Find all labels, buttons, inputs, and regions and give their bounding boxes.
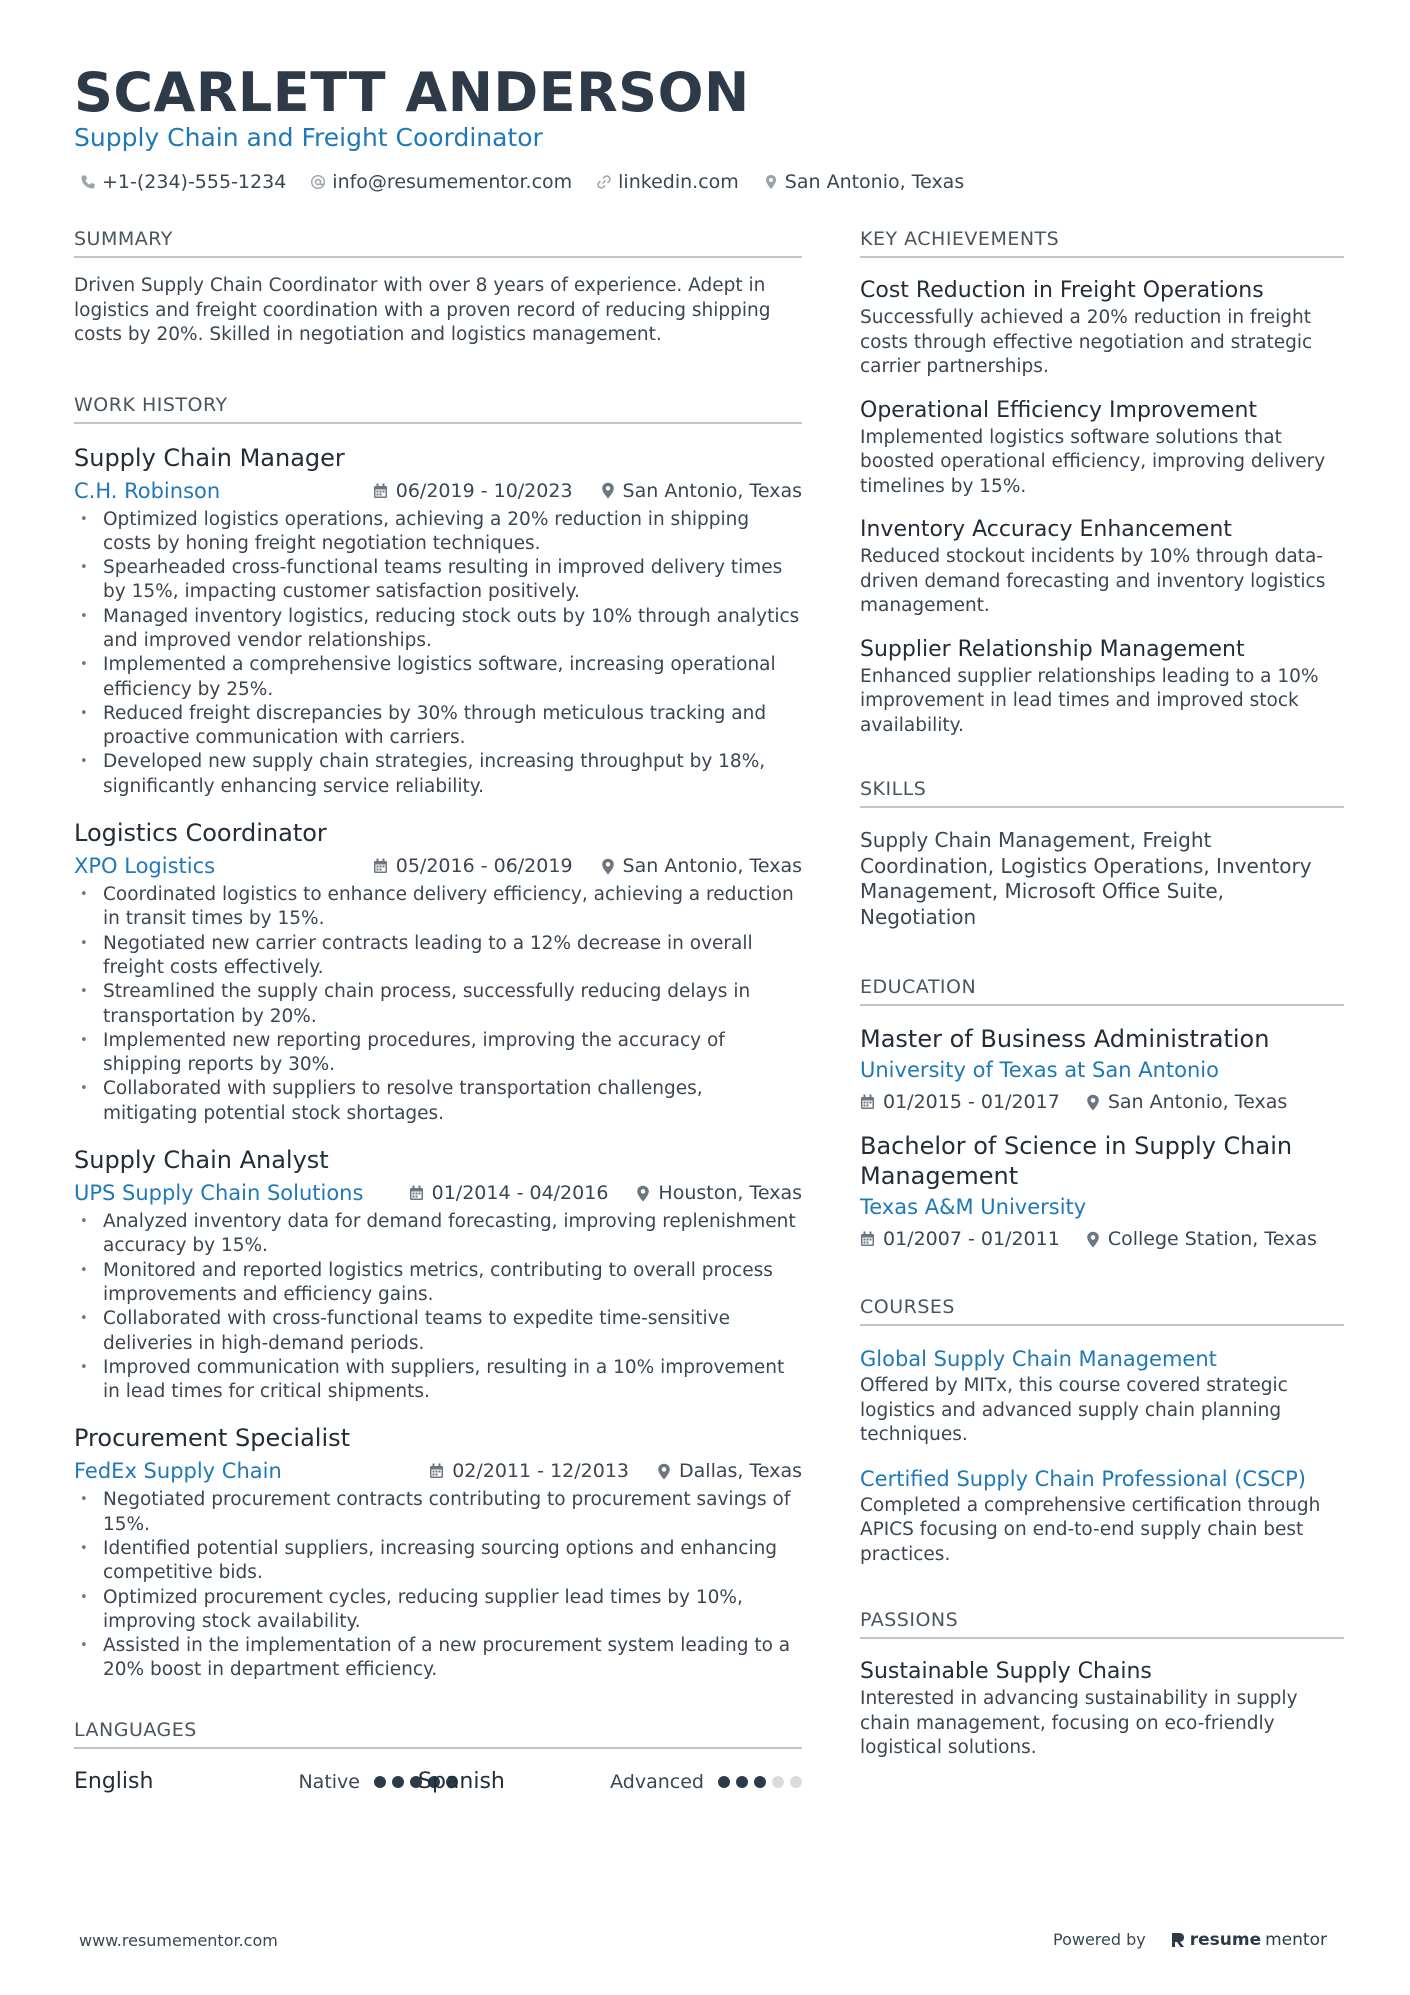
job-bullet: • Optimized procurement cycles, reducing supplier lead times by 10%, improving stock availability.	[74, 1586, 802, 1635]
job-bullet: • Negotiated procurement contracts contributing to procurement savings of 15%.	[74, 1488, 802, 1537]
job-entry	[74, 817, 802, 1126]
calendar-icon	[373, 858, 388, 874]
job-location-text: San Antonio, Texas	[622, 855, 802, 878]
company-name: FedEx Supply Chain	[74, 1459, 282, 1484]
section-heading: PASSIONS	[860, 1607, 1344, 1639]
job-bullet: • Negotiated new carrier contracts leading to a 12% decrease in overall freight costs effectively.	[74, 932, 802, 981]
job-bullet: • Improved communication with suppliers, resulting in a 10% improvement in lead times for critical shipments.	[74, 1356, 802, 1405]
job-dates-text: 06/2019 - 10/2023	[395, 479, 573, 502]
education-dates	[860, 1224, 1060, 1254]
candidate-title: Supply Chain and Freight Coordinator	[74, 123, 543, 152]
job-location	[657, 1456, 802, 1486]
achievement-entry	[860, 396, 1344, 500]
job-title: Procurement Specialist	[74, 1424, 351, 1453]
brand-logo[interactable]	[1170, 1928, 1327, 1952]
job-entry	[74, 1144, 802, 1404]
job-location	[636, 1178, 802, 1208]
section-heading: SUMMARY	[74, 226, 802, 258]
job-bullet: • Monitored and reported logistics metrics, contributing to overall process improvements and efficiency gains.	[74, 1259, 802, 1308]
achievement-title: Operational Efficiency Improvement	[860, 397, 1258, 423]
education-location-text: San Antonio, Texas	[1107, 1091, 1288, 1113]
job-dates	[409, 1178, 609, 1208]
calendar-icon	[409, 1185, 424, 1201]
achievements-list	[860, 276, 1344, 738]
achievement-text: Reduced stockout incidents by 10% through data-driven demand forecasting and inventory logistics management.	[860, 546, 1326, 616]
section-heading: LANGUAGES	[74, 1717, 802, 1749]
section-heading: EDUCATION	[860, 974, 1344, 1006]
company-name: UPS Supply Chain Solutions	[74, 1181, 364, 1206]
map-pin-icon	[763, 174, 779, 190]
job-meta	[74, 1456, 802, 1486]
job-meta	[74, 851, 802, 881]
job-title: Supply Chain Analyst	[74, 1146, 329, 1175]
job-meta	[74, 476, 802, 506]
job-bullet: • Assisted in the implementation of a new procurement system leading to a 20% boost in department efficiency.	[74, 1634, 802, 1683]
job-bullet: • Optimized logistics operations, achieving a 20% reduction in shipping costs by honing freight negotiation techniques.	[74, 508, 802, 557]
course-text: Completed a comprehensive certification through APICS focusing on end-to-end supply chain best practices.	[860, 1494, 1321, 1565]
job-bullets	[74, 508, 802, 800]
contact-linkedin[interactable]	[596, 168, 739, 196]
job-bullet: • Reduced freight discrepancies by 30% through meticulous tracking and proactive communication with carriers.	[74, 702, 802, 751]
job-bullet: • Collaborated with suppliers to resolve transportation challenges, mitigating potential stock shortages.	[74, 1077, 802, 1126]
map-pin-icon	[657, 1463, 671, 1480]
location-text: San Antonio, Texas	[784, 171, 965, 193]
passion-title: Sustainable Supply Chains	[860, 1659, 1152, 1684]
education-entry	[860, 1024, 1344, 1117]
section-heading: SKILLS	[860, 776, 1344, 808]
rating-dot	[374, 1776, 386, 1788]
powered-by-label: Powered by	[1053, 1930, 1146, 1949]
calendar-icon	[860, 1231, 875, 1247]
job-location-text: Houston, Texas	[658, 1182, 802, 1205]
course-title: Certified Supply Chain Professional (CSCP)	[860, 1466, 1306, 1491]
job-meta-right	[409, 1178, 802, 1208]
job-bullet: • Collaborated with cross-functional teams to expedite time-sensitive deliveries in high-demand periods.	[74, 1307, 802, 1356]
job-meta	[74, 1178, 802, 1208]
calendar-icon	[429, 1463, 444, 1479]
language-name: English	[74, 1768, 154, 1794]
language-level: Advanced	[610, 1770, 704, 1793]
achievement-title: Inventory Accuracy Enhancement	[860, 517, 1232, 542]
job-dates	[429, 1456, 629, 1486]
job-location	[601, 476, 802, 506]
skills-text: Supply Chain Management, Freight Coordination, Logistics Operations, Inventory Management, Microsoft Office Suite, Negotiation	[860, 828, 1312, 929]
language-entry	[418, 1767, 802, 1797]
languages-list	[74, 1767, 802, 1797]
map-pin-icon	[636, 1185, 650, 1202]
contact-bar	[80, 168, 964, 196]
job-location-text: San Antonio, Texas	[622, 479, 802, 502]
left-column	[74, 226, 802, 1797]
jobs-list	[74, 442, 802, 1683]
rating-dot	[718, 1776, 730, 1788]
company-name: XPO Logistics	[74, 854, 216, 879]
job-bullet: • Implemented new reporting procedures, improving the accuracy of shipping reports by 30%.	[74, 1029, 802, 1078]
company-name: C.H. Robinson	[74, 478, 221, 503]
job-meta-right	[429, 1456, 802, 1486]
education-entry	[860, 1131, 1344, 1254]
education-location	[1086, 1224, 1317, 1254]
education-dates	[860, 1087, 1060, 1117]
job-dates	[373, 851, 573, 881]
course-text: Offered by MITx, this course covered strategic logistics and advanced supply chain planning techniques.	[860, 1375, 1288, 1445]
rating-dot	[736, 1776, 748, 1788]
degree-title: Bachelor of Science in Supply Chain Management	[860, 1132, 1293, 1190]
contact-location	[763, 168, 964, 196]
phone-text: +1-(234)-555-1234	[102, 171, 287, 193]
section-heading: COURSES	[860, 1294, 1344, 1326]
courses-section	[860, 1294, 1344, 1567]
job-bullet: • Implemented a comprehensive logistics software, increasing operational efficiency by 25%.	[74, 653, 802, 702]
candidate-name: SCARLETT ANDERSON	[74, 61, 750, 124]
map-pin-icon	[601, 858, 615, 875]
course-entry	[860, 1344, 1344, 1448]
calendar-icon	[860, 1094, 875, 1110]
passions-list	[860, 1657, 1344, 1761]
education-dates-text: 01/2007 - 01/2011	[883, 1228, 1060, 1250]
footer-brand	[1053, 1928, 1327, 1952]
linkedin-text: linkedin.com	[618, 171, 739, 193]
languages-section	[74, 1717, 802, 1797]
course-entry	[860, 1464, 1344, 1568]
achievement-title: Supplier Relationship Management	[860, 636, 1245, 662]
job-dates	[373, 476, 573, 506]
brand-mark-icon	[1170, 1931, 1186, 1949]
summary-text: Driven Supply Chain Coordinator with over 8 years of experience. Adept in logistics and freight coordination with a proven record of reducing shipping costs by 20%. Skilled in negotiation and logistics management.	[74, 275, 771, 345]
footer-website[interactable]: www.resumementor.com	[79, 1931, 278, 1950]
job-meta-right	[373, 476, 802, 506]
achievement-title: Cost Reduction in Freight Operations	[860, 278, 1264, 303]
education-meta	[860, 1087, 1344, 1117]
education-meta	[860, 1224, 1344, 1254]
job-location-text: Dallas, Texas	[679, 1460, 802, 1483]
school-name: Texas A&M University	[860, 1195, 1087, 1219]
right-column	[860, 226, 1344, 1761]
rating-dot	[772, 1776, 784, 1788]
job-entry	[74, 1422, 802, 1682]
brand-light: mentor	[1265, 1930, 1327, 1950]
map-pin-icon	[1086, 1231, 1100, 1248]
rating-dot	[754, 1776, 766, 1788]
contact-phone	[80, 168, 286, 196]
achievement-entry	[860, 635, 1344, 739]
achievement-text: Implemented logistics software solutions that boosted operational efficiency, improving delivery timelines by 15%.	[860, 426, 1326, 497]
achievement-entry	[860, 515, 1344, 619]
job-bullets	[74, 1488, 802, 1682]
job-bullet: • Coordinated logistics to enhance delivery efficiency, achieving a reduction in transit times by 15%.	[74, 883, 802, 932]
job-bullet: • Streamlined the supply chain process, successfully reducing delays in transportation by 20%.	[74, 980, 802, 1029]
education-section	[860, 974, 1344, 1254]
job-title: Logistics Coordinator	[74, 819, 327, 848]
achievement-text: Enhanced supplier relationships leading to a 10% improvement in lead times and improved stock availability.	[860, 665, 1319, 736]
achievement-entry	[860, 276, 1344, 380]
achievement-text: Successfully achieved a 20% reduction in freight costs through effective negotiation and strategic carrier partnerships.	[860, 307, 1313, 377]
work-history-section	[74, 392, 802, 1683]
education-dates-text: 01/2015 - 01/2017	[883, 1091, 1060, 1113]
rating-dot	[392, 1776, 404, 1788]
job-bullets	[74, 883, 802, 1126]
job-bullet: • Identified potential suppliers, increasing sourcing options and enhancing competitive bids.	[74, 1537, 802, 1586]
calendar-icon	[373, 483, 388, 499]
email-text: info@resumementor.com	[332, 171, 573, 193]
link-icon	[596, 174, 612, 190]
job-bullet: • Spearheaded cross-functional teams resulting in improved delivery times by 15%, impacting customer satisfaction positively.	[74, 556, 802, 605]
job-title: Supply Chain Manager	[74, 443, 345, 472]
language-level: Native	[298, 1770, 360, 1793]
achievements-section	[860, 226, 1344, 738]
job-location	[601, 851, 802, 881]
contact-email[interactable]	[310, 168, 572, 196]
map-pin-icon	[601, 482, 615, 499]
skills-section	[860, 776, 1344, 930]
language-entry	[74, 1767, 458, 1797]
section-heading: KEY ACHIEVEMENTS	[860, 226, 1344, 258]
job-bullet: • Managed inventory logistics, reducing stock outs by 10% through analytics and improved vendor relationships.	[74, 605, 802, 654]
education-location-text: College Station, Texas	[1107, 1228, 1317, 1250]
job-entry	[74, 442, 802, 800]
job-meta-right	[373, 851, 802, 881]
education-list	[860, 1024, 1344, 1254]
degree-title: Master of Business Administration	[860, 1025, 1270, 1053]
job-dates-text: 01/2014 - 04/2016	[431, 1182, 609, 1205]
job-bullet: • Developed new supply chain strategies, increasing throughput by 18%, significantly enhancing service reliability.	[74, 750, 802, 799]
courses-list	[860, 1344, 1344, 1567]
job-bullets	[74, 1210, 802, 1404]
section-heading: WORK HISTORY	[74, 392, 802, 424]
brand-bold: resume	[1189, 1930, 1262, 1950]
at-icon	[310, 174, 326, 190]
school-name: University of Texas at San Antonio	[860, 1058, 1219, 1082]
passions-section	[860, 1607, 1344, 1761]
rating-dot	[790, 1776, 802, 1788]
education-location	[1086, 1087, 1287, 1117]
summary-section	[74, 226, 802, 348]
map-pin-icon	[1086, 1094, 1100, 1111]
language-rating	[718, 1776, 802, 1788]
language-name: Spanish	[418, 1768, 505, 1794]
job-dates-text: 02/2011 - 12/2013	[452, 1460, 630, 1483]
job-dates-text: 05/2016 - 06/2019	[395, 855, 573, 878]
phone-icon	[80, 174, 96, 190]
course-title: Global Supply Chain Management	[860, 1347, 1217, 1371]
passion-text: Interested in advancing sustainability in supply chain management, focusing on eco-friendly logistical solutions.	[860, 1688, 1298, 1758]
passion-entry	[860, 1657, 1344, 1761]
job-bullet: • Analyzed inventory data for demand forecasting, improving replenishment accuracy by 15%.	[74, 1210, 802, 1259]
